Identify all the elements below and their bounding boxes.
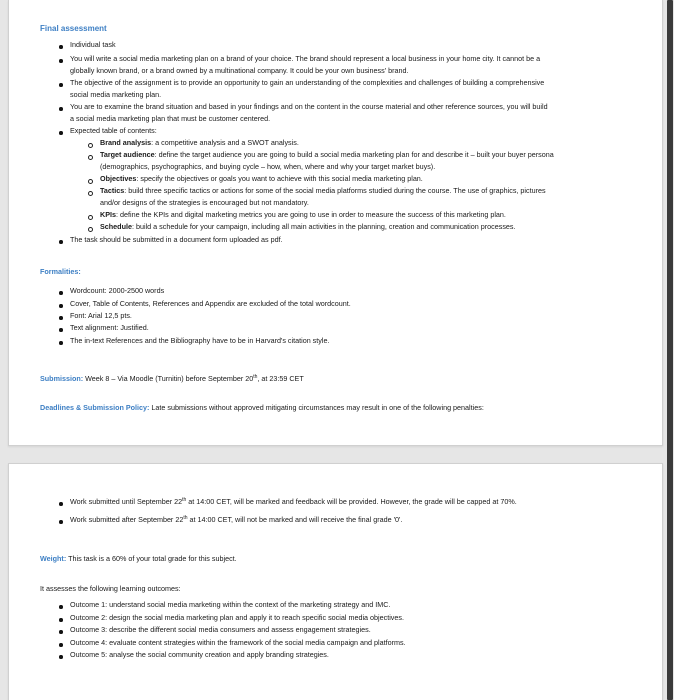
bullet-icon [59,502,63,506]
formalities-heading: Formalities: [40,267,81,276]
list-item-continuation: social media marketing plan. [70,90,162,99]
bullet-icon [59,520,63,524]
list-item: Text alignment: Justified. [70,323,149,332]
outcome-item: Outcome 5: analyse the social community creation and apply branding strategies. [70,650,329,659]
toc-item-continuation: (demographics, psychographics, and buying cycle – how, when, where and why your target market buys). [100,162,436,171]
toc-item: Objectives: specify the objectives or goals you want to achieve with this social media marketing plan. [100,174,423,183]
list-item: You will write a social media marketing plan on a brand of your choice. The brand should represent a local business in your home city. It cannot be a [70,54,541,63]
list-item: Expected table of contents: [70,126,157,135]
penalty-item: Work submitted until September 22th at 14:00 CET, will be marked and feedback will be provided. However, the grade will be capped at 70%. [70,497,517,506]
bullet-icon [59,328,63,332]
document-page-1 [8,0,663,446]
sub-bullet-icon [88,179,93,184]
document-page-2 [8,463,663,700]
weight-line: Weight: This task is a 60% of your total grade for this subject. [40,554,237,563]
submission-line: Submission: Week 8 – Via Moodle (Turnitin) before September 20th, at 23:59 CET [40,374,304,383]
penalty-item: Work submitted after September 22th at 14:00 CET, will not be marked and will receive the final grade '0'. [70,515,403,524]
bullet-icon [59,59,63,63]
bullet-icon [59,630,63,634]
outcome-item: Outcome 2: design the social media marketing plan and apply it to reach specific social media objectives. [70,613,404,622]
list-item: Individual task [70,40,116,49]
bullet-icon [59,131,63,135]
sub-bullet-icon [88,143,93,148]
sub-bullet-icon [88,191,93,196]
outcome-item: Outcome 1: understand social media marketing within the context of the marketing strategy and IMC. [70,600,391,609]
outcome-item: Outcome 4: evaluate content strategies within the framework of the social media campaign and platforms. [70,638,406,647]
bullet-icon [59,304,63,308]
final-assessment-heading: Final assessment [40,24,107,33]
bullet-icon [59,45,63,49]
bullet-icon [59,618,63,622]
sub-bullet-icon [88,215,93,220]
bullet-icon [59,107,63,111]
bullet-icon [59,643,63,647]
list-item-continuation: a social media marketing plan that must be customer centered. [70,114,271,123]
deadlines-line: Deadlines & Submission Policy: Late submissions without approved mitigating circumstances may result in one of the following penalties: [40,403,484,412]
sub-bullet-icon [88,227,93,232]
list-item: Font: Arial 12,5 pts. [70,311,132,320]
bullet-icon [59,316,63,320]
bullet-icon [59,240,63,244]
sub-bullet-icon [88,155,93,160]
list-item: Cover, Table of Contents, References and Appendix are excluded of the total wordcount. [70,299,351,308]
toc-item: Brand analysis: a competitive analysis and a SWOT analysis. [100,138,299,147]
list-item: Wordcount: 2000-2500 words [70,286,165,295]
list-item: The objective of the assignment is to provide an opportunity to gain an understanding of the complexities and challenges of building a comprehensive [70,78,545,87]
toc-item-continuation: and/or designs of the strategies is encouraged but not mandatory. [100,198,309,207]
bullet-icon [59,83,63,87]
scrollbar-thumb[interactable] [667,0,673,700]
bullet-icon [59,655,63,659]
toc-item: Target audience: define the target audience you are going to build a social media marketing plan for and describe it – built your buyer persona [100,150,554,159]
bullet-icon [59,341,63,345]
list-item: The task should be submitted in a document form uploaded as pdf. [70,235,283,244]
toc-item: KPIs: define the KPIs and digital marketing metrics you are going to use in order to measure the success of this marketing plan. [100,210,506,219]
bullet-icon [59,291,63,295]
list-item-continuation: globally known brand, or a brand owned by a multinational company. It could be your own business' brand. [70,66,409,75]
bullet-icon [59,605,63,609]
list-item: The in-text References and the Bibliography have to be in Harvard's citation style. [70,336,330,345]
toc-item: Schedule: build a schedule for your campaign, including all main activities in the planning, creation and communication processes. [100,222,516,231]
outcome-item: Outcome 3: describe the different social media consumers and assess engagement strategies. [70,625,371,634]
toc-item: Tactics: build three specific tactics or actions for some of the social media platforms studied during the course. The use of graphics, pictures [100,186,546,195]
outcomes-intro: It assesses the following learning outcomes: [40,584,181,593]
list-item: You are to examine the brand situation and based in your findings and on the content in the course material and other reference sources, you will build [70,102,548,111]
